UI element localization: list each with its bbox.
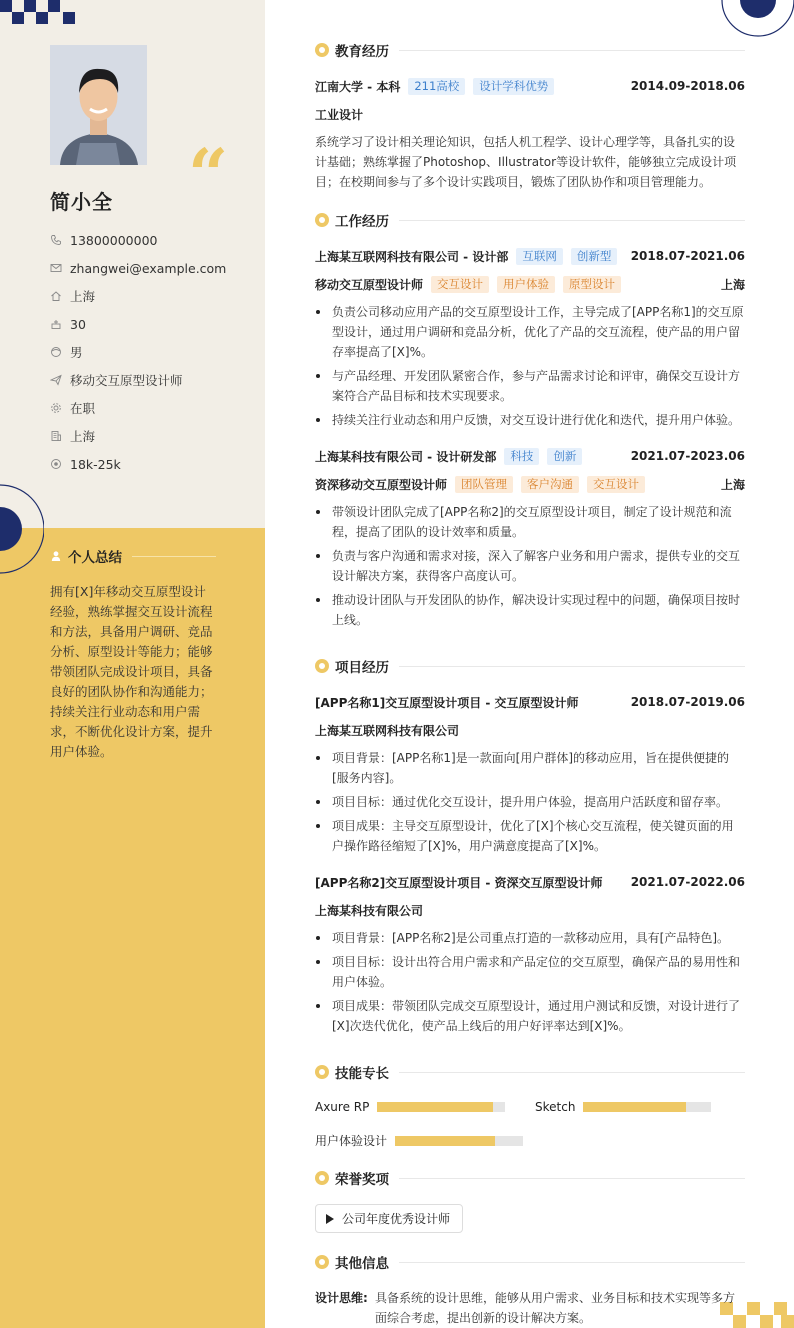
- circle-decoration: [720, 0, 794, 38]
- education-heading: [315, 40, 745, 60]
- job-city: 上海: [720, 477, 745, 492]
- info-position: [50, 366, 226, 394]
- project-name: [APP名称2]交互原型设计项目 - 资深交互原型设计师: [315, 875, 603, 890]
- profile-name: 简小全: [50, 190, 113, 214]
- other-info-row: [315, 1288, 745, 1328]
- role-tag: 交互设计: [431, 276, 489, 293]
- role-tag: 用户体验: [497, 276, 555, 293]
- info-status: [50, 394, 226, 422]
- job-date: 2021.07-2023.06: [630, 449, 745, 463]
- project-icon: [315, 659, 329, 673]
- divider: [399, 1178, 745, 1179]
- skill-bar: [395, 1136, 523, 1146]
- circle-decoration: [0, 484, 44, 574]
- skill-name: Sketch: [535, 1100, 576, 1114]
- skill-bar-fill: [583, 1102, 685, 1112]
- job-date: 2018.07-2021.06: [630, 249, 745, 263]
- list-item: 推动设计团队与开发团队的协作，解决设计实现过程中的问题，确保项目按时上线。: [315, 590, 745, 630]
- play-icon: [326, 1214, 334, 1224]
- skill-item: [535, 1100, 711, 1114]
- education-title: 教育经历: [335, 44, 389, 60]
- send-icon: [50, 374, 62, 386]
- divider: [399, 1072, 745, 1073]
- skill-name: 用户体验设计: [315, 1134, 388, 1148]
- job-company-row: [315, 246, 745, 266]
- education-date: 2014.09-2018.06: [630, 79, 745, 93]
- project-name-row: [315, 872, 745, 892]
- home-icon: [50, 290, 62, 302]
- info-age: [50, 310, 226, 338]
- position-text: 移动交互原型设计师: [70, 373, 183, 388]
- major-row: [315, 104, 745, 124]
- skill-bar: [583, 1102, 711, 1112]
- job-role: 资深移动交互原型设计师: [315, 477, 448, 492]
- other-value: 具备系统的设计思维，能够从用户需求、业务目标和技术实现等多方面综合考虑，提出创新的设计解决方案。: [375, 1291, 736, 1325]
- projects-heading: [315, 656, 745, 676]
- age-text: 30: [70, 316, 86, 332]
- awards-title: 荣誉奖项: [335, 1172, 389, 1188]
- building-icon: [50, 430, 62, 442]
- email-text: zhangwei@example.com: [70, 260, 227, 276]
- info-salary: [50, 450, 226, 478]
- other-key: 设计思维:: [315, 1291, 368, 1305]
- project-company-row: [315, 720, 745, 740]
- summary-title: 个人总结: [68, 550, 122, 566]
- checker-decoration: [0, 0, 75, 24]
- school-tag: 211高校: [408, 78, 465, 95]
- project-name-row: [315, 692, 745, 712]
- salary-text: 18k-25k: [70, 456, 121, 472]
- job-role-row: [315, 274, 745, 294]
- work-city-text: 上海: [70, 429, 96, 444]
- info-phone: [50, 226, 226, 254]
- work-heading: [315, 210, 745, 230]
- info-icon: [315, 1255, 329, 1269]
- info-work-city: [50, 422, 226, 450]
- awards-heading: [315, 1168, 745, 1188]
- coin-icon: [50, 458, 62, 470]
- job-role: 移动交互原型设计师: [315, 277, 424, 292]
- divider: [399, 220, 745, 221]
- city-text: 上海: [70, 289, 96, 304]
- info-gender: [50, 338, 226, 366]
- list-item: 持续关注行业动态和用户反馈，对交互设计进行优化和迭代，提升用户体验。: [315, 410, 745, 430]
- phone-text: 13800000000: [70, 232, 158, 248]
- quote-mark-icon: “: [188, 133, 229, 216]
- project-company: 上海某科技有限公司: [315, 903, 424, 918]
- list-item: 与产品经理、开发团队紧密合作，参与产品需求讨论和评审，确保交互设计方案符合产品目标和技术实现要求。: [315, 366, 745, 406]
- job-company: 上海某科技有限公司 - 设计研发部: [315, 449, 497, 464]
- skills-title: 技能专长: [335, 1066, 389, 1082]
- info-email: [50, 254, 226, 282]
- person-icon: [50, 550, 62, 562]
- summary-heading: [50, 546, 216, 566]
- avatar: [50, 45, 147, 165]
- major: 工业设计: [315, 107, 364, 122]
- list-item: 负责与客户沟通和需求对接，深入了解客户业务和用户需求，提供专业的交互设计解决方案，获得客户高度认可。: [315, 546, 745, 586]
- school-tag: 设计学科优势: [473, 78, 554, 95]
- job-city: 上海: [720, 277, 745, 292]
- skill-bar-fill: [377, 1102, 492, 1112]
- divider: [399, 50, 745, 51]
- job-company-row: [315, 446, 745, 466]
- list-item: 项目成果：主导交互原型设计，优化了[X]个核心交互流程，使关键页面的用户操作路径缩短了[X]%，用户满意度提高了[X]%。: [315, 816, 745, 856]
- role-tag: 客户沟通: [521, 476, 579, 493]
- project-company: 上海某互联网科技有限公司: [315, 723, 460, 738]
- list-item: 项目成果：带领团队完成交互原型设计，通过用户测试和反馈，对设计进行了[X]次迭代优化，使产品上线后的用户好评率达到[X]%。: [315, 996, 745, 1036]
- skills-heading: [315, 1062, 745, 1082]
- education-icon: [315, 43, 329, 57]
- role-tag: 团队管理: [455, 476, 513, 493]
- divider: [132, 556, 216, 557]
- gear-icon: [50, 402, 62, 414]
- other-heading: [315, 1252, 745, 1272]
- projects-title: 项目经历: [335, 660, 389, 676]
- company-tag: 创新: [547, 448, 582, 465]
- list-item: 项目目标：设计出符合用户需求和产品定位的交互原型，确保产品的易用性和用户体验。: [315, 952, 745, 992]
- trophy-icon: [315, 1171, 329, 1185]
- mail-icon: [50, 262, 62, 274]
- company-tag: 创新型: [571, 248, 618, 265]
- skill-name: Axure RP: [315, 1100, 370, 1114]
- avatar-photo-icon: [50, 45, 147, 165]
- divider: [399, 1262, 745, 1263]
- skill-item: [315, 1132, 523, 1149]
- company-tag: 互联网: [516, 248, 563, 265]
- list-item: 项目目标：通过优化交互设计，提升用户体验，提高用户活跃度和留存率。: [315, 792, 745, 812]
- skill-bar-fill: [395, 1136, 495, 1146]
- project-name: [APP名称1]交互原型设计项目 - 交互原型设计师: [315, 695, 579, 710]
- list-item: 负责公司移动应用产品的交互原型设计工作，主导完成了[APP名称1]的交互原型设计，通过用户调研和竞品分析，优化了产品的交互流程，使产品的用户留存率提高了[X]%。: [315, 302, 745, 362]
- role-tag: 原型设计: [563, 276, 621, 293]
- phone-icon: [50, 234, 62, 246]
- summary-text: 拥有[X]年移动交互原型设计经验，熟练掌握交互设计流程和方法，具备用户调研、竞品分析、原型设计等能力；能够带领团队完成设计项目，具备良好的团队协作和沟通能力；持续关注行业动态和用户需求，不断优化设计方案，提升用户体验。: [50, 584, 213, 759]
- list-item: 项目背景：[APP名称2]是公司重点打造的一款移动应用，具有[产品特色]。: [315, 928, 745, 948]
- other-title: 其他信息: [335, 1256, 389, 1272]
- info-city: [50, 282, 226, 310]
- school-name: 江南大学 - 本科: [315, 79, 401, 94]
- role-tag: 交互设计: [587, 476, 645, 493]
- divider: [399, 666, 745, 667]
- skill-icon: [315, 1065, 329, 1079]
- project-company-row: [315, 900, 745, 920]
- briefcase-icon: [315, 213, 329, 227]
- award-label: 公司年度优秀设计师: [342, 1212, 451, 1226]
- status-text: 在职: [70, 401, 96, 416]
- cake-icon: [50, 318, 62, 330]
- work-title: 工作经历: [335, 214, 389, 230]
- education-row: [315, 76, 745, 96]
- job-company: 上海某互联网科技有限公司 - 设计部: [315, 249, 509, 264]
- gender-text: 男: [70, 345, 83, 360]
- list-item: 项目背景：[APP名称1]是一款面向[用户群体]的移动应用，旨在提供便捷的[服务内容]。: [315, 748, 745, 788]
- project-date: 2018.07-2019.06: [630, 695, 745, 709]
- award-item[interactable]: [315, 1204, 463, 1233]
- gender-icon: [50, 346, 62, 358]
- list-item: 带领设计团队完成了[APP名称2]的交互原型设计项目，制定了设计规范和流程，提高了团队的设计效率和质量。: [315, 502, 745, 542]
- education-description: 系统学习了设计相关理论知识，包括人机工程学、设计心理学等，具备扎实的设计基础；熟练掌握了Photoshop、Illustrator等设计软件，能够独立完成设计项目；在校期间参与了多个设计实践项目，锻炼了团队协作和项目管理能力。: [315, 135, 737, 189]
- contact-info-list: [50, 226, 226, 478]
- project-date: 2021.07-2022.06: [630, 875, 745, 889]
- skill-bar: [377, 1102, 505, 1112]
- job-role-row: [315, 474, 745, 494]
- company-tag: 科技: [504, 448, 539, 465]
- skill-item: [315, 1100, 505, 1114]
